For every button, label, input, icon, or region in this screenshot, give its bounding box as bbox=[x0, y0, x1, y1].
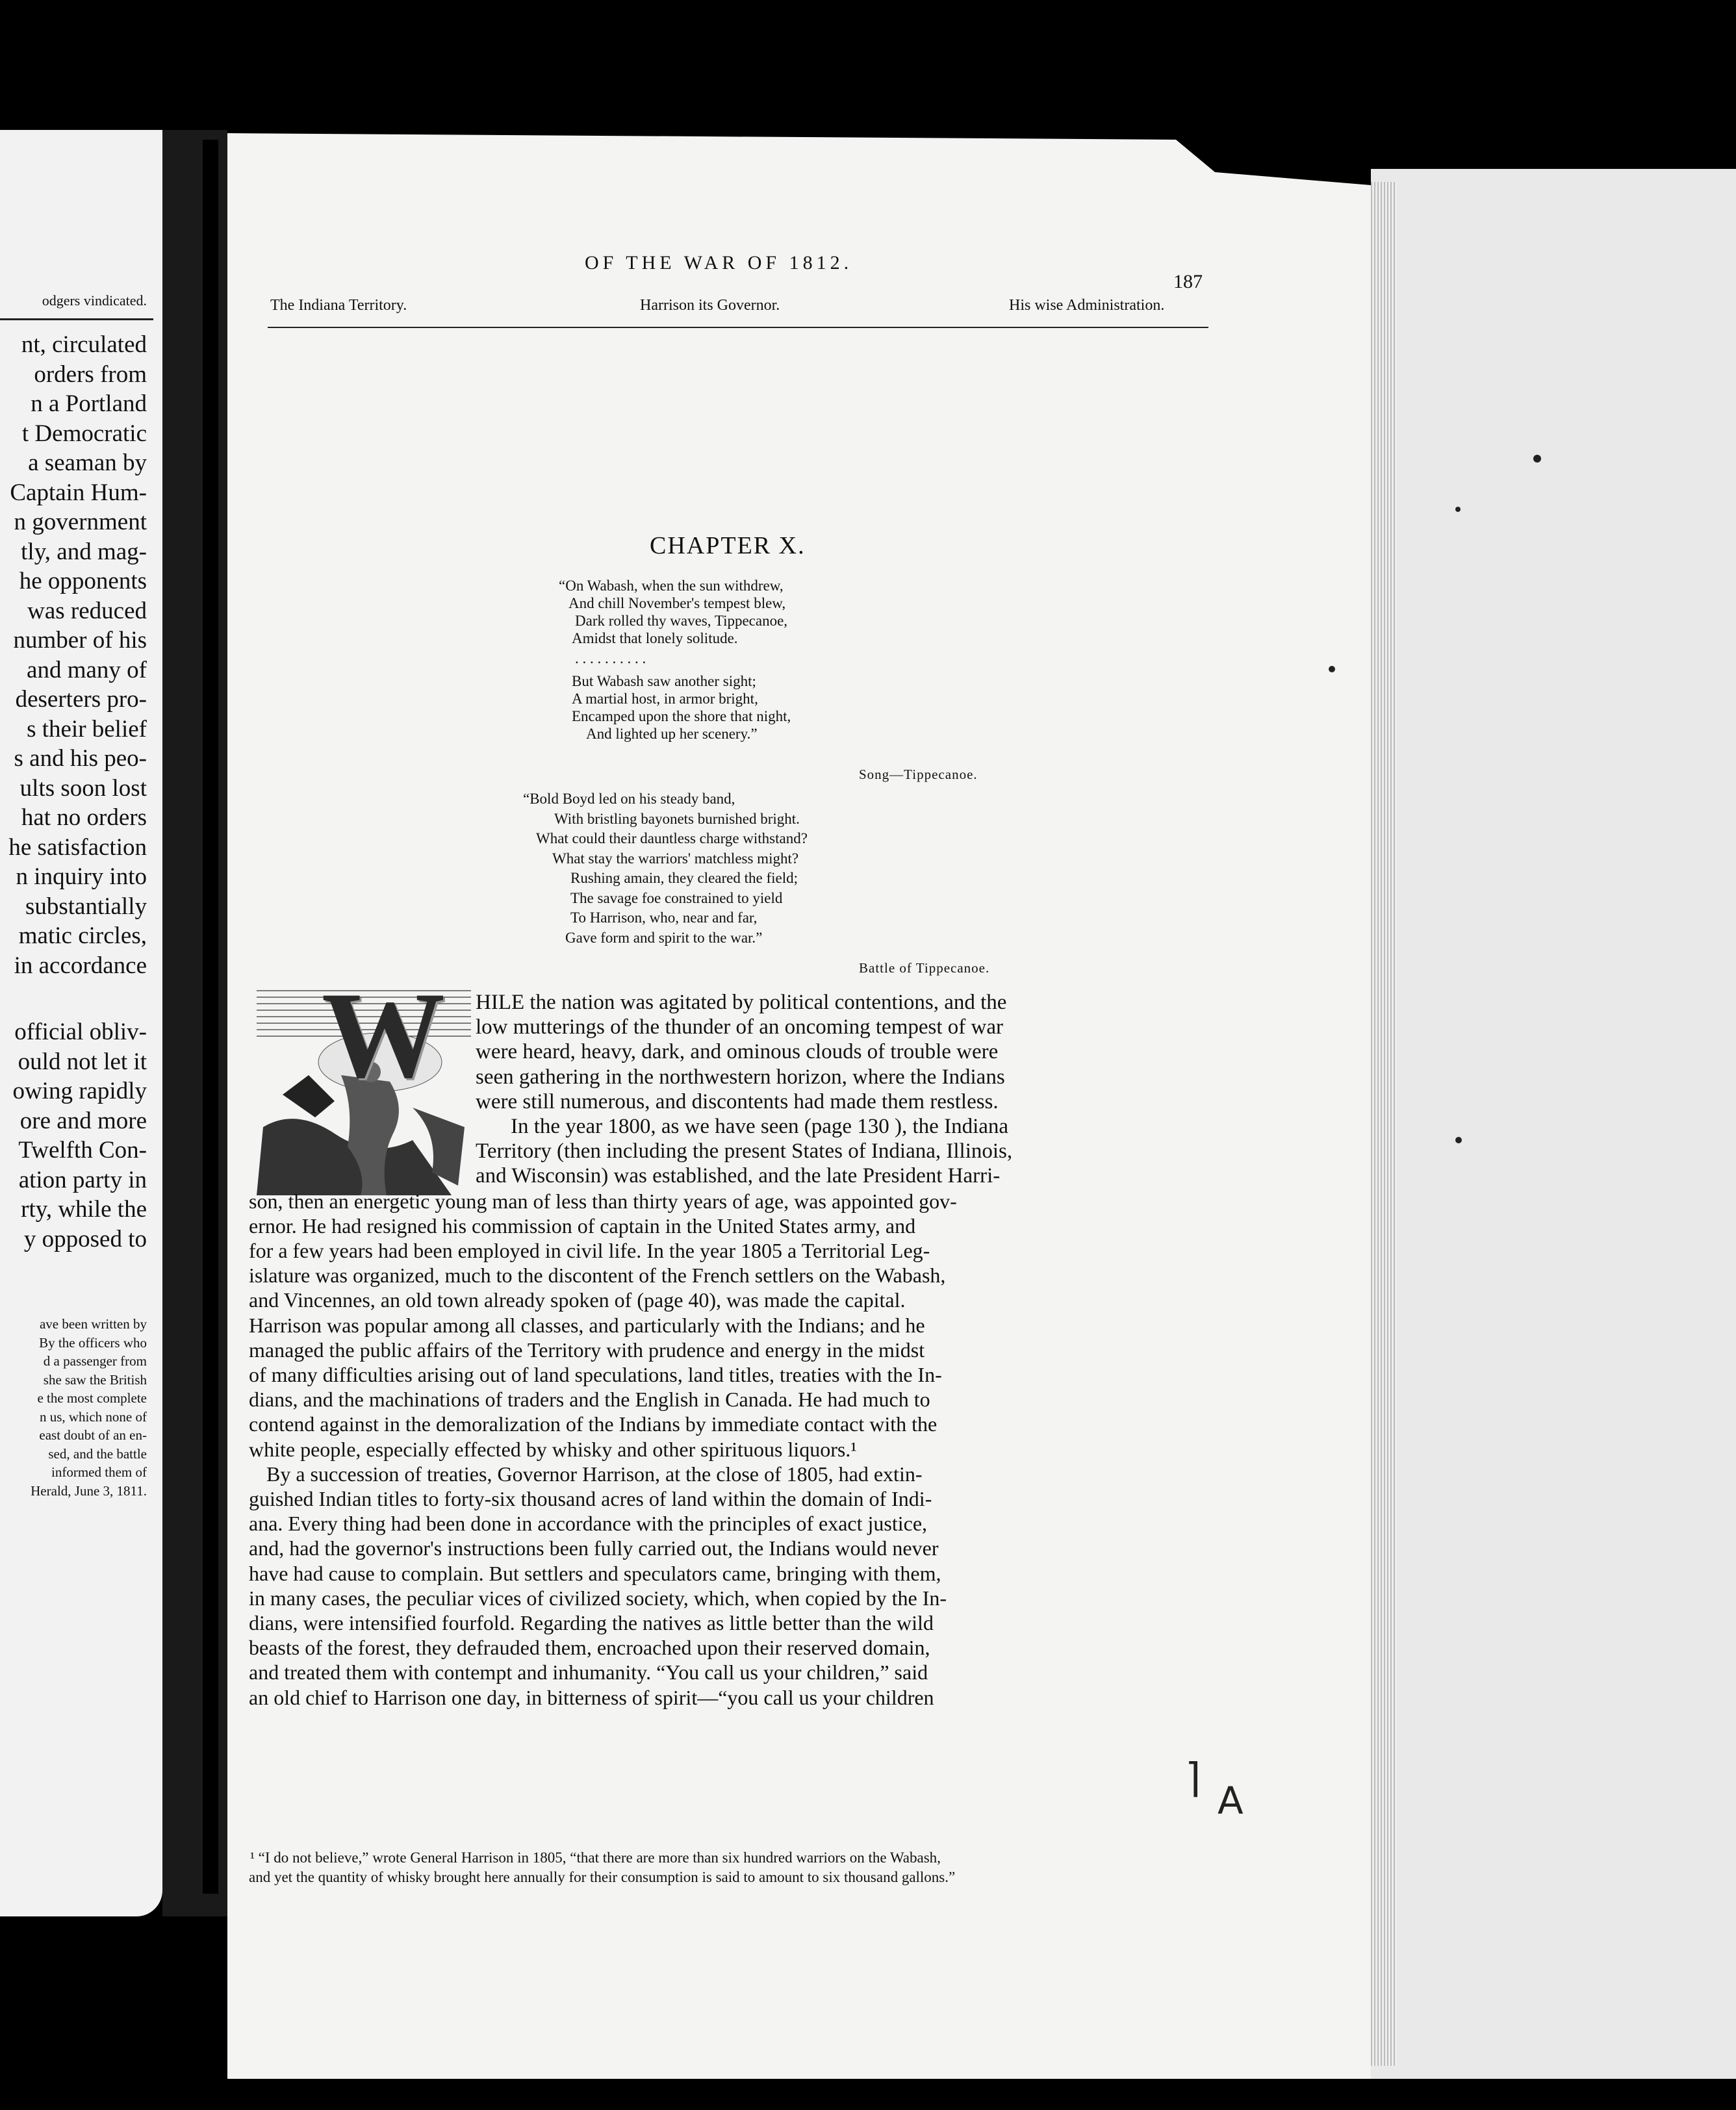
left-page-line: Captain Hum- bbox=[10, 479, 147, 506]
left-page-line: s and his peo- bbox=[14, 745, 147, 772]
page-edge bbox=[1371, 169, 1736, 2079]
left-page-line: hat no orders bbox=[21, 804, 147, 831]
verse-line: But Wabash saw another sight; bbox=[572, 673, 756, 689]
verse-line: And lighted up her scenery.” bbox=[586, 726, 758, 742]
left-page-footnote-line: d a passenger from bbox=[43, 1353, 147, 1369]
gutter-shadow bbox=[203, 140, 218, 1894]
epigraph-attribution-2: Battle of Tippecanoe. bbox=[859, 960, 990, 976]
subhead-right: His wise Administration. bbox=[1009, 297, 1165, 314]
body-line: dians, were intensified fourfold. Regarding the natives as little better than the wild bbox=[249, 1611, 934, 1634]
body-line: beasts of the forest, they defrauded them, encroached upon their reserved domain, bbox=[249, 1636, 930, 1660]
left-page-line: n inquiry into bbox=[16, 863, 147, 890]
left-page-line: ore and more bbox=[19, 1107, 147, 1134]
dropcap-letter: W bbox=[322, 978, 445, 1104]
running-title: OF THE WAR OF 1812. bbox=[585, 252, 853, 273]
subhead-left: The Indiana Territory. bbox=[270, 297, 407, 314]
body-line: Territory (then including the present States of Indiana, Illinois, bbox=[476, 1139, 1013, 1163]
verse-line: And chill November's tempest blew, bbox=[568, 595, 786, 611]
body-line: dians, and the machinations of traders and the English in Canada. He had much to bbox=[249, 1388, 930, 1412]
body-line: ana. Every thing had been done in accordance with the principles of exact justice, bbox=[249, 1512, 928, 1536]
body-line: In the year 1800, as we have seen (page 130 ), the Indiana bbox=[511, 1115, 1009, 1138]
verse-line: Gave form and spirit to the war.” bbox=[565, 929, 763, 946]
body-line: were still numerous, and discontents had made them restless. bbox=[476, 1089, 999, 1113]
body-line: and Vincennes, an old town already spoken of (page 40), was made the capital. bbox=[249, 1288, 906, 1312]
footnote-line: and yet the quantity of whisky brought here annually for their consumption is said to amount to six thousand gallons.” bbox=[249, 1869, 956, 1885]
left-page-line: y opposed to bbox=[23, 1225, 147, 1252]
left-page-footnote-line: she saw the British bbox=[43, 1371, 147, 1388]
body-line: guished Indian titles to forty-six thousand acres of land within the domain of Indi- bbox=[249, 1487, 932, 1510]
body-line: managed the public affairs of the Territory with prudence and energy in the midst bbox=[249, 1338, 925, 1362]
left-page-line: nt, circulated bbox=[21, 331, 147, 358]
body-line: and, had the governor's instructions been fully carried out, the Indians would never bbox=[249, 1536, 939, 1560]
verse-line: What could their dauntless charge withstand? bbox=[536, 830, 808, 846]
left-page-footnote-line: informed them of bbox=[51, 1464, 147, 1480]
scan-speck bbox=[1329, 666, 1335, 672]
left-page-rule bbox=[0, 318, 153, 320]
page-number: 187 bbox=[1173, 271, 1203, 292]
left-page-line: was reduced bbox=[27, 597, 147, 624]
scan-speck bbox=[1455, 1137, 1462, 1143]
header-rule bbox=[268, 327, 1208, 328]
left-page-header: odgers vindicated. bbox=[42, 292, 147, 309]
left-page-line: s their belief bbox=[27, 715, 147, 743]
margin-bracket: ⌉ bbox=[1185, 1754, 1201, 1801]
body-line: were heard, heavy, dark, and ominous clouds of trouble were bbox=[476, 1040, 999, 1064]
left-page-line: substantially bbox=[25, 893, 147, 920]
verse-line: What stay the warriors' matchless might? bbox=[552, 850, 799, 867]
left-page-line: in accordance bbox=[14, 952, 147, 979]
body-line: Harrison was popular among all classes, and particularly with the Indians; and he bbox=[249, 1313, 925, 1337]
verse-line: . . . . . . . . . . bbox=[575, 650, 646, 667]
body-line: for a few years had been employed in civil life. In the year 1805 a Territorial Leg- bbox=[249, 1239, 930, 1262]
left-page-line: he opponents bbox=[19, 568, 147, 594]
left-facing-page bbox=[0, 130, 162, 1916]
verse-line: With bristling bayonets burnished bright. bbox=[554, 810, 800, 827]
footnote-line: ¹ “I do not believe,” wrote General Harrison in 1805, “that there are more than six hundred warriors on the Wabash, bbox=[250, 1849, 941, 1866]
left-page-footnote-line: Herald, June 3, 1811. bbox=[31, 1482, 147, 1499]
margin-mark: A bbox=[1218, 1779, 1244, 1823]
left-page-line: ults soon lost bbox=[19, 774, 147, 802]
left-page-line: n government bbox=[14, 509, 147, 535]
epigraph-attribution-1: Song—Tippecanoe. bbox=[859, 767, 978, 782]
body-line: seen gathering in the northwestern horizon, where the Indians bbox=[476, 1065, 1005, 1089]
body-line: an old chief to Harrison one day, in bitterness of spirit—“you call us your children bbox=[249, 1685, 934, 1709]
page-edge-stripes bbox=[1371, 182, 1397, 2066]
chapter-title: CHAPTER X. bbox=[650, 532, 806, 559]
left-page-line: t Democratic bbox=[21, 420, 147, 447]
body-line: and treated them with contempt and inhumanity. “You call us your children,” said bbox=[249, 1660, 928, 1684]
scan-speck bbox=[1533, 455, 1541, 463]
verse-line: To Harrison, who, near and far, bbox=[570, 909, 758, 926]
body-line: and Wisconsin) was established, and the late President Harri- bbox=[476, 1164, 1001, 1188]
left-page-footnote-line: ave been written by bbox=[39, 1316, 147, 1332]
body-line: By a succession of treaties, Governor Harrison, at the close of 1805, had extin- bbox=[266, 1462, 923, 1486]
body-line: white people, especially effected by whisky and other spirituous liquors.¹ bbox=[249, 1437, 857, 1461]
left-page-line: a seaman by bbox=[28, 450, 147, 476]
body-line: have had cause to complain. But settlers and speculators came, bringing with them, bbox=[249, 1561, 941, 1585]
scan-speck bbox=[1455, 507, 1461, 512]
left-page-line: he satisfaction bbox=[8, 833, 147, 861]
left-page-line: official obliv- bbox=[14, 1019, 147, 1045]
verse-line: Rushing amain, they cleared the field; bbox=[570, 870, 798, 886]
verse-line: A martial host, in armor bright, bbox=[572, 691, 758, 707]
verse-line: The savage foe constrained to yield bbox=[570, 889, 783, 906]
verse-line: “On Wabash, when the sun withdrew, bbox=[559, 578, 784, 594]
verse-line: “Bold Boyd led on his steady band, bbox=[523, 791, 735, 807]
left-page-footnote-line: n us, which none of bbox=[39, 1408, 147, 1425]
left-page-line: deserters pro- bbox=[15, 686, 147, 713]
body-line: son, then an energetic young man of less than thirty years of age, was appointed gov- bbox=[249, 1189, 957, 1213]
body-line: HILE the nation was agitated by political contentions, and the bbox=[476, 991, 1007, 1014]
left-page-footnote-line: sed, and the battle bbox=[48, 1445, 147, 1462]
verse-line: Dark rolled thy waves, Tippecanoe, bbox=[575, 613, 788, 629]
left-page-footnote-line: e the most complete bbox=[37, 1390, 147, 1406]
left-page-line: and many of bbox=[27, 656, 147, 683]
left-page-line: matic circles, bbox=[18, 922, 147, 949]
left-page-line: orders from bbox=[34, 361, 147, 388]
left-page-line: number of his bbox=[13, 627, 147, 654]
body-line: in many cases, the peculiar vices of civilized society, which, when copied by the In- bbox=[249, 1586, 947, 1610]
verse-line: Encamped upon the shore that night, bbox=[572, 708, 791, 724]
body-line: low mutterings of the thunder of an oncoming tempest of war bbox=[476, 1015, 1003, 1039]
left-page-line: tly, and mag- bbox=[21, 538, 147, 565]
body-line: ernor. He had resigned his commission of captain in the United States army, and bbox=[249, 1214, 916, 1238]
left-page-line: ould not let it bbox=[18, 1048, 147, 1075]
left-page-footnote-line: By the officers who bbox=[39, 1334, 147, 1351]
body-line: of many difficulties arising out of land speculations, land titles, treaties with the In- bbox=[249, 1363, 942, 1386]
left-page-line: rty, while the bbox=[21, 1196, 147, 1223]
dropcap-illustration bbox=[257, 978, 471, 1195]
left-page-line: ation party in bbox=[18, 1166, 147, 1193]
verse-line: Amidst that lonely solitude. bbox=[572, 630, 738, 646]
left-page-line: Twelfth Con- bbox=[18, 1137, 147, 1163]
left-page-line: n a Portland bbox=[31, 390, 147, 417]
subhead-center: Harrison its Governor. bbox=[640, 297, 780, 314]
body-line: islature was organized, much to the discontent of the French settlers on the Wabash, bbox=[249, 1264, 946, 1288]
left-page-line: owing rapidly bbox=[12, 1078, 147, 1104]
left-page-footnote-line: east doubt of an en- bbox=[39, 1427, 147, 1443]
body-line: contend against in the demoralization of the Indians by immediate contact with the bbox=[249, 1412, 938, 1436]
